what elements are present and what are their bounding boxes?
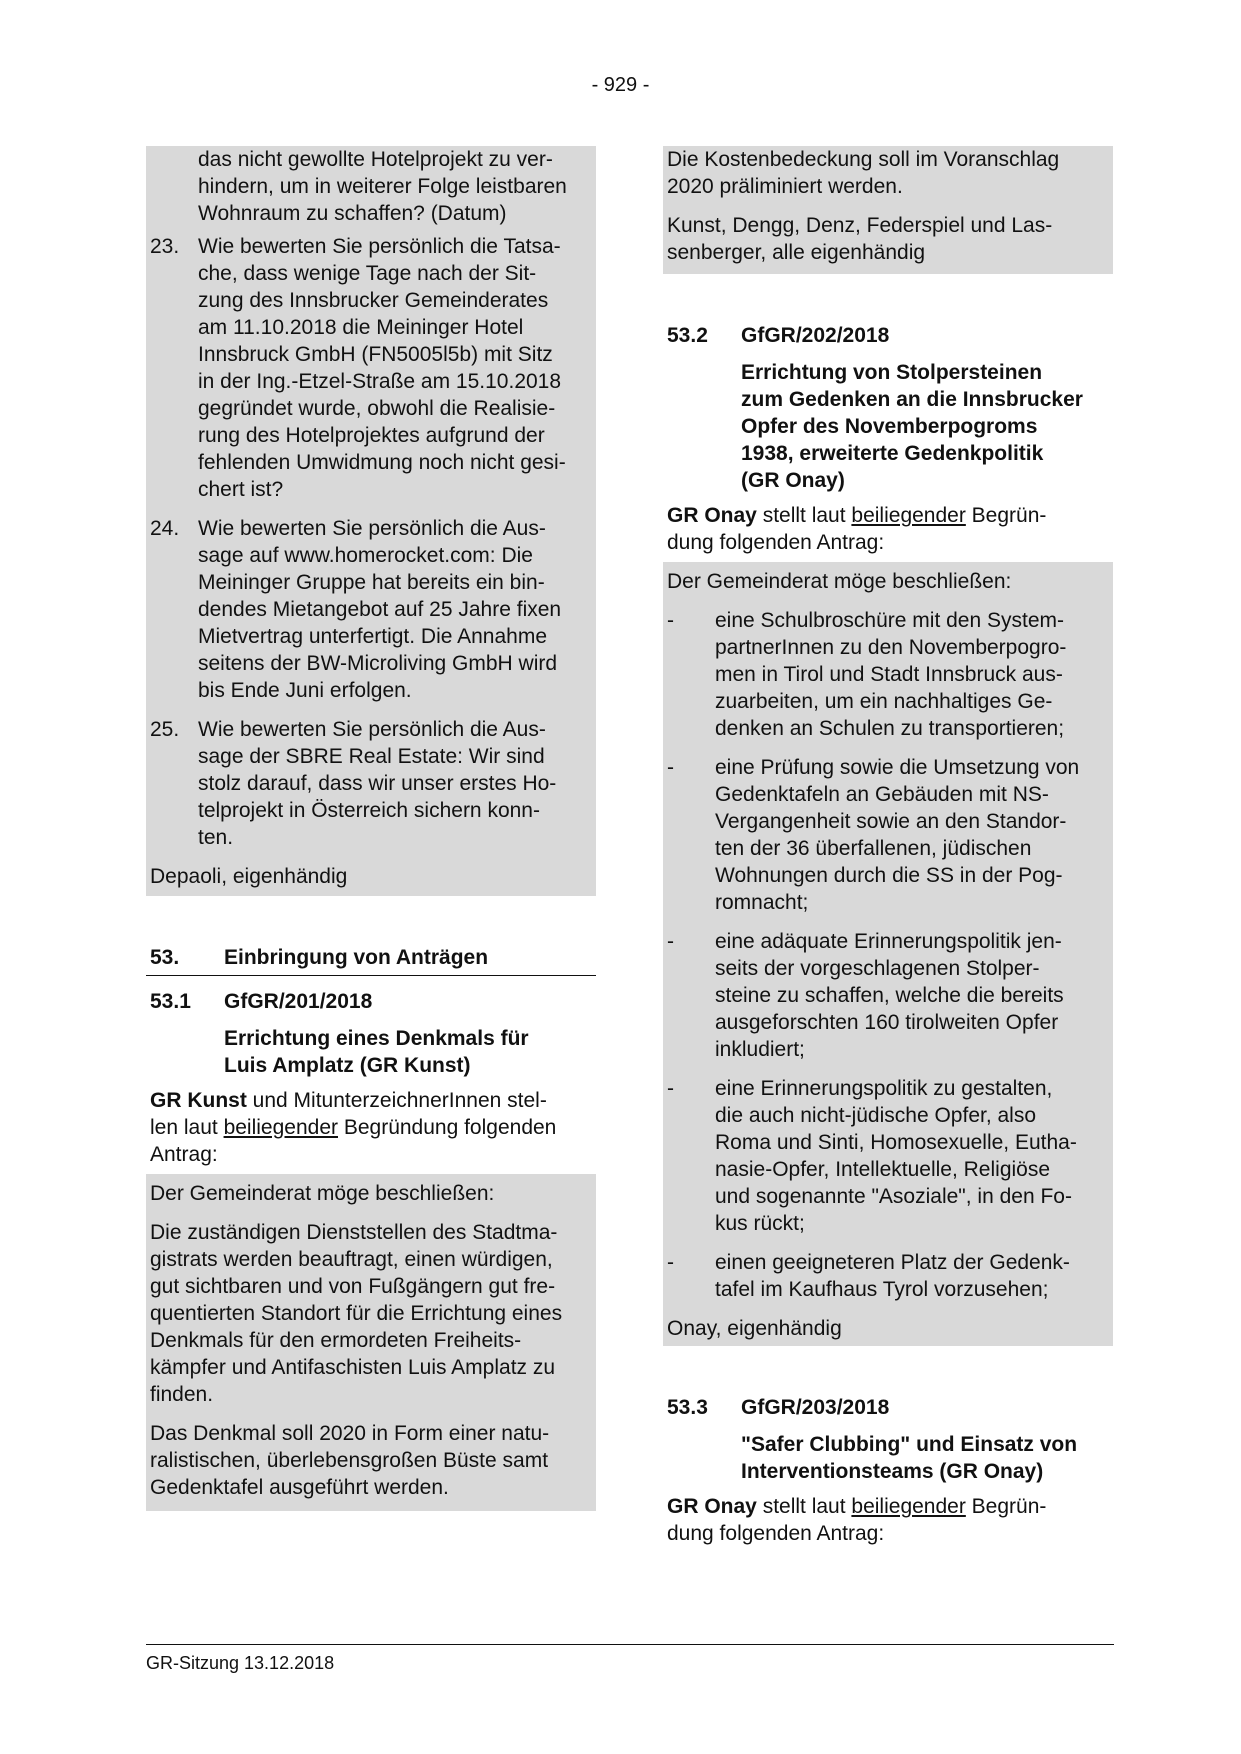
question-25: 25. Wie bewerten Sie persönlich die Aus- sage der SBRE Real Estate: Wir sind stolz darauf, dass wir unser erstes Ho- telprojekt in Österreich sichern konn- ten. [150, 718, 557, 849]
question-number: 24. [150, 517, 180, 540]
resolution-text: Der Gemeinderat möge beschließen: [667, 570, 1012, 593]
attachment-link: beiliegender [223, 1116, 338, 1139]
section-heading-53-2: 53.2 GfGR/202/2018 [667, 324, 890, 347]
signature: Depaoli, eigenhändig [150, 865, 348, 888]
signature: Kunst, Dengg, Denz, Federspiel und Las- senberger, alle eigenhändig [667, 214, 1053, 264]
motion-paragraph: Das Denkmal soll 2020 in Form einer natu- ralistischen, überlebensgroßen Büste samt Gedenktafel ausgeführt werden. [150, 1422, 550, 1499]
motion-intro: GR Kunst und MitunterzeichnerInnen stel- len laut beiliegender Begründung folgenden Antrag: [150, 1089, 557, 1166]
right-column [663, 146, 1113, 1553]
footer: GR-Sitzung 13.12.2018 [146, 1653, 335, 1673]
question-22-continuation: das nicht gewollte Hotelprojekt zu ver- hindern, um in weiterer Folge leistbaren Wohnraum zu schaffen? (Datum) [198, 148, 567, 225]
question-number: 23. [150, 235, 180, 258]
question-number: 25. [150, 718, 180, 741]
page-number: - 929 - [591, 74, 650, 96]
cost-block [663, 146, 1113, 274]
motion-title: "Safer Clubbing" und Einsatz von Interventionsteams (GR Onay) [741, 1433, 1078, 1483]
list-item: - einen geeigneteren Platz der Gedenk- tafel im Kaufhaus Tyrol vorzusehen; [667, 1251, 1070, 1301]
footer-divider [146, 1644, 1114, 1645]
cost-paragraph: Die Kostenbedeckung soll im Voranschlag 2020 präliminiert werden. [667, 148, 1060, 198]
motion-intro: GR Onay stellt laut beiliegender Begrün- dung folgenden Antrag: [667, 504, 1047, 554]
list-item: - eine Schulbroschüre mit den System- partnerInnen zu den Novemberpogro- men in Tirol und Stadt Innsbruck aus- zuarbeiten, um ein nachhaltiges Ge- denken an Schulen zu transportieren; [667, 609, 1067, 740]
motion-title: Errichtung eines Denkmals für Luis Amplatz (GR Kunst) [224, 1027, 529, 1077]
signature: Onay, eigenhändig [667, 1317, 842, 1340]
motion-intro: GR Onay stellt laut beiliegender Begrün- dung folgenden Antrag: [667, 1495, 1047, 1545]
section-heading-53: 53. Einbringung von Anträgen [146, 944, 596, 976]
section-heading-53-3: 53.3 GfGR/203/2018 [667, 1396, 890, 1419]
resolution-text: Der Gemeinderat möge beschließen: [150, 1182, 495, 1205]
attachment-link: beiliegender [851, 1495, 966, 1518]
question-23: 23. Wie bewerten Sie persönlich die Tatsa- che, dass wenige Tage nach der Sit- zung des Innsbrucker Gemeinderates am 11.10.2018 die Meininger Hotel Innsbruck GmbH (FN5005l5b) mit Sitz in der Ing.-Etzel-Straße am 15.10.2018 gegründet wurde, obwohl die Realisie- rung des Hotelprojektes aufgrund der fehlenden Umwidmung noch nicht gesi- chert ist? [150, 235, 566, 501]
list-item: - eine adäquate Erinnerungspolitik jen- seits der vorgeschlagenen Stolper- steine zu schaffen, welche die bereits ausgeforschten 160 tirolweiten Opfer inkludiert; [667, 930, 1064, 1061]
questions-block [146, 146, 596, 896]
motion-body [146, 1174, 596, 1511]
section-heading-53-1: 53.1 GfGR/201/2018 [150, 990, 373, 1013]
list-item: - eine Erinnerungspolitik zu gestalten, die auch nicht-jüdische Opfer, also Roma und Sinti, Homosexuelle, Eutha- nasie-Opfer, Intellektuelle, Religiöse und sogenannte "Asoziale", in den Fo- kus rückt; [667, 1077, 1077, 1235]
motion-paragraph: Die zuständigen Dienststellen des Stadtma- gistrats werden beauftragt, einen würdigen, gut sichtbaren und von Fußgängern gut fre- quentierten Standort für die Errichtung eines Denkmals für den ermordeten Freiheits- kämpfer und Antifaschisten Luis Amplatz zu finden. [150, 1221, 563, 1406]
motion-body [663, 562, 1113, 1346]
question-24: 24. Wie bewerten Sie persönlich die Aus- sage auf www.homerocket.com: Die Meininger Gruppe hat bereits ein bin- dendes Mietangebot auf 25 Jahre fixen Mietvertrag unterfertigt. Die Annahme seitens der BW-Microliving GmbH wird bis Ende Juni erfolgen. [150, 517, 562, 702]
left-column [146, 146, 596, 1511]
motion-title: Errichtung von Stolpersteinen zum Gedenken an die Innsbrucker Opfer des Novemberpogroms 1938, erweiterte Gedenkpolitik (GR Onay) [741, 361, 1083, 492]
list-item: - eine Prüfung sowie die Umsetzung von Gedenktafeln an Gebäuden mit NS- Vergangenheit sowie an den Standor- ten der 36 überfallenen, jüdischen Wohnungen durch die SS in der Pog- romnacht; [667, 756, 1080, 914]
attachment-link: beiliegender [851, 504, 966, 527]
